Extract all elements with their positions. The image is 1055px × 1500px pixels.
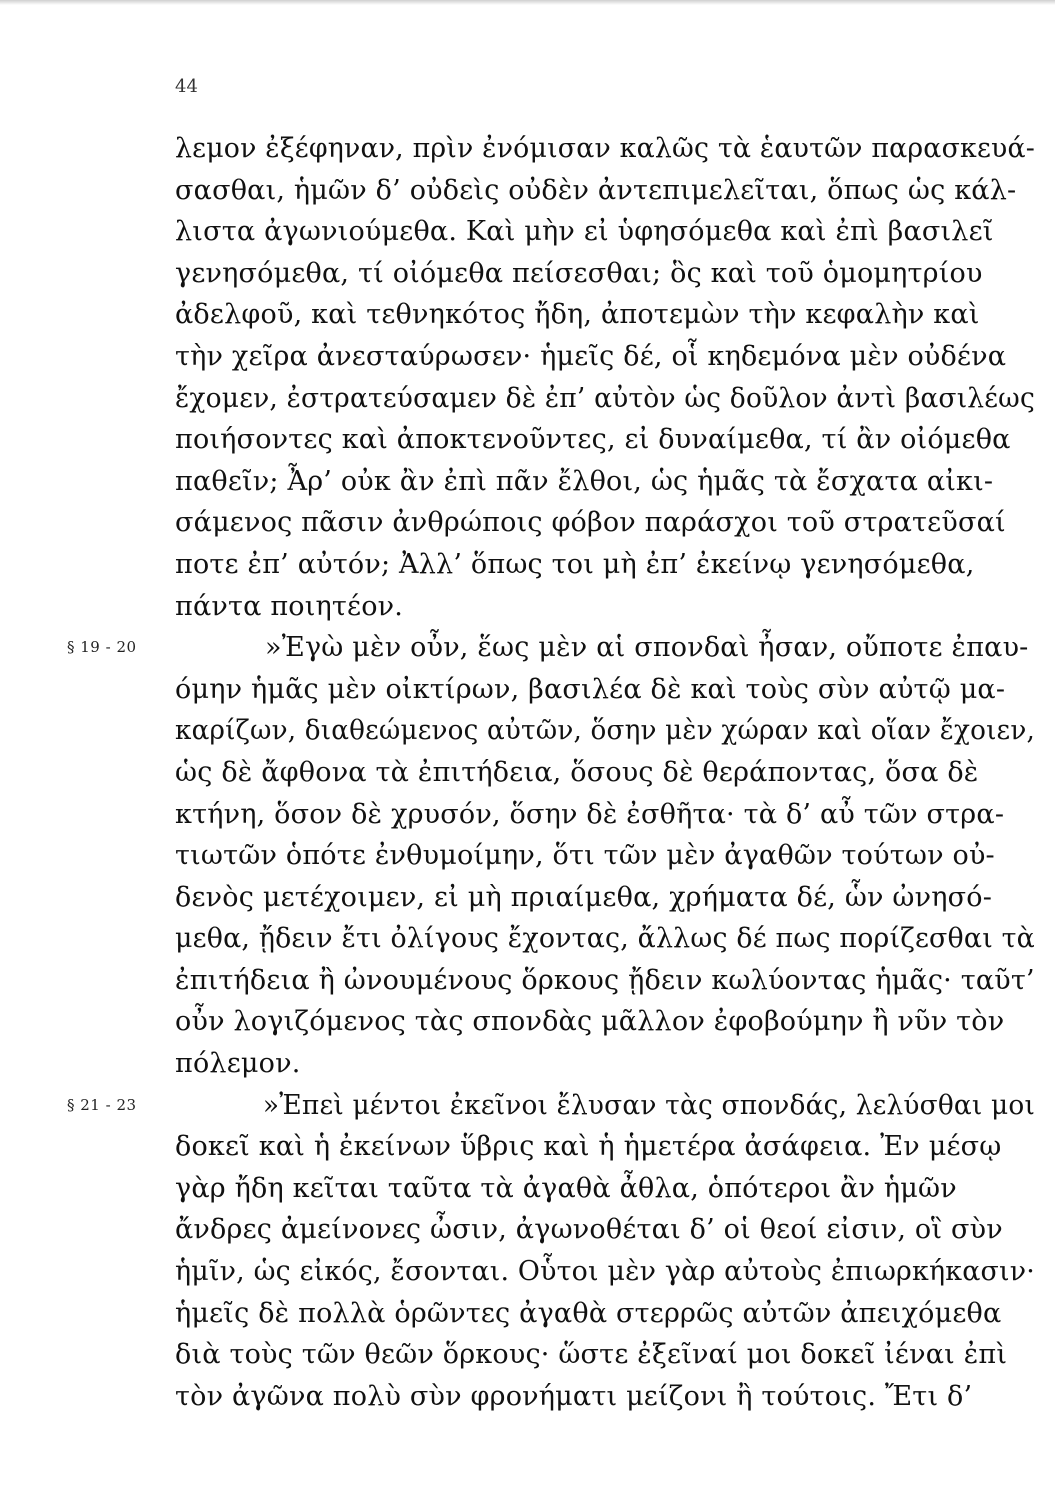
line-text: διὰ τοὺς τῶν θεῶν ὅρκους· ὥστε ἐξεῖναί μοι δοκεῖ ἰέναι ἐπὶ xyxy=(175,1339,1008,1371)
line-text: γενησόμεθα, τί οἰόμεθα πείσεσθαι; ὃς καὶ τοῦ ὁμομητρίου xyxy=(175,257,983,289)
text-line xyxy=(175,1251,1035,1293)
line-text: δενὸς μετέχοιμεν, εἰ μὴ πριαίμεθα, χρήματα δέ, ὧν ὠνησό- xyxy=(175,881,993,913)
line-text: ἔχομεν, ἐστρατεύσαμεν δὲ ἐπ’ αὐτὸν ὡς δοῦλον ἀντὶ βασιλέως xyxy=(175,382,1035,414)
line-text: καρίζων, διαθεώμενος αὐτῶν, ὅσην μὲν χώραν καὶ οἵαν ἔχοιεν, xyxy=(175,715,1035,747)
line-text: ἄνδρες ἀμείνονες ὦσιν, ἀγωνοθέται δ’ οἱ θεοί εἰσιν, οἳ σὺν xyxy=(175,1214,1003,1246)
text-line xyxy=(175,918,1035,960)
body-text xyxy=(67,128,1035,1417)
text-line xyxy=(175,1293,1035,1335)
text-line xyxy=(175,378,1035,420)
section-reference: § 21 - 23 xyxy=(67,1095,137,1114)
text-line xyxy=(175,1209,1035,1251)
text-line xyxy=(175,752,1035,794)
page-top-edge xyxy=(0,0,1055,5)
line-text: πάντα ποιητέον. xyxy=(175,590,404,622)
line-text: σασθαι, ἡμῶν δ’ οὐδεὶς οὐδὲν ἀντεπιμελεῖται, ὅπως ὡς κάλ- xyxy=(175,174,1017,206)
text-line xyxy=(175,960,1035,1002)
line-text: πόλεμον. xyxy=(175,1048,301,1080)
text-line xyxy=(175,170,1035,212)
line-text: λεμον ἐξέφηναν, πρὶν ἐνόμισαν καλῶς τὰ ἑαυτῶν παρασκευά- xyxy=(175,133,1035,164)
text-line xyxy=(175,1043,1035,1085)
line-text: »Ἐπεὶ μέντοι ἐκεῖνοι ἔλυσαν τὰς σπονδάς, λελύσθαι μοι xyxy=(262,1089,1035,1121)
text-line xyxy=(175,419,1035,461)
text-line xyxy=(175,877,1035,919)
text-line xyxy=(67,1085,1035,1127)
text-line xyxy=(67,627,1035,669)
text-line xyxy=(175,586,1035,628)
line-text: γὰρ ἤδη κεῖται ταῦτα τὰ ἀγαθὰ ἆθλα, ὁπότεροι ἂν ἡμῶν xyxy=(175,1172,957,1204)
text-line xyxy=(175,294,1035,336)
text-line xyxy=(175,710,1035,752)
line-text: μεθα, ᾔδειν ἔτι ὀλίγους ἔχοντας, ἄλλως δέ πως πορίζεσθαι τὰ xyxy=(175,923,1035,955)
section-reference: § 19 - 20 xyxy=(67,638,137,657)
line-text: κτήνη, ὅσον δὲ χρυσόν, ὅσην δὲ ἐσθῆτα· τὰ δ’ αὖ τῶν στρα- xyxy=(175,798,1005,830)
text-line xyxy=(175,669,1035,711)
line-text: ἡμῖν, ὡς εἰκός, ἔσονται. Οὗτοι μὲν γὰρ αὐτοὺς ἐπιωρκήκασιν· xyxy=(175,1256,1035,1288)
line-text: ἐπιτήδεια ἢ ὠνουμένους ὅρκους ᾔδειν κωλύοντας ἡμᾶς· ταῦτ’ xyxy=(175,964,1035,996)
text-line xyxy=(175,835,1035,877)
text-line xyxy=(175,1376,1035,1418)
text-line xyxy=(175,1126,1035,1168)
line-text: λιστα ἀγωνιούμεθα. Καὶ μὴν εἰ ὑφησόμεθα καὶ ἐπὶ βασιλεῖ xyxy=(175,216,994,248)
text-line xyxy=(175,502,1035,544)
text-line xyxy=(175,1334,1035,1376)
line-text: τιωτῶν ὁπότε ἐνθυμοίμην, ὅτι τῶν μὲν ἀγαθῶν τούτων οὐ- xyxy=(175,840,995,872)
line-text: οὖν λογιζόμενος τὰς σπονδὰς μᾶλλον ἐφοβούμην ἢ νῦν τὸν xyxy=(175,1006,1005,1038)
line-text: τὴν χεῖρα ἀνεσταύρωσεν· ἡμεῖς δέ, οἷ κηδεμόνα μὲν οὐδένα xyxy=(175,340,1007,372)
line-text: τὸν ἀγῶνα πολὺ σὺν φρονήματι μείζονι ἢ τούτοις. Ἔτι δ’ xyxy=(175,1380,973,1412)
line-text: ποιήσοντες καὶ ἀποκτενοῦντες, εἰ δυναίμεθα, τί ἂν οἰόμεθα xyxy=(175,424,1011,456)
text-line xyxy=(175,544,1035,586)
line-text: »Ἐγὼ μὲν οὖν, ἕως μὲν αἱ σπονδαὶ ἦσαν, οὔποτε ἐπαυ- xyxy=(265,632,1029,664)
line-text: ὡς δὲ ἄφθονα τὰ ἐπιτήδεια, ὅσους δὲ θεράποντας, ὅσα δὲ xyxy=(175,756,979,788)
line-text: σάμενος πᾶσιν ἀνθρώποις φόβον παράσχοι τοῦ στρατεῦσαί xyxy=(175,507,1006,539)
line-text: ἡμεῖς δὲ πολλὰ ὁρῶντες ἀγαθὰ στερρῶς αὐτῶν ἀπειχόμεθα xyxy=(175,1297,1002,1329)
text-line xyxy=(175,1168,1035,1210)
text-line xyxy=(175,336,1035,378)
line-text: ἀδελφοῦ, καὶ τεθνηκότος ἤδη, ἀποτεμὼν τὴν κεφαλὴν καὶ xyxy=(175,299,980,331)
text-line xyxy=(175,461,1035,503)
line-text: ποτε ἐπ’ αὐτόν; Ἀλλ’ ὅπως τοι μὴ ἐπ’ ἐκείνῳ γενησόμεθα, xyxy=(175,548,975,580)
line-text: παθεῖν; Ἆρ’ οὐκ ἂν ἐπὶ πᾶν ἔλθοι, ὡς ἡμᾶς τὰ ἔσχατα αἰκι- xyxy=(175,465,994,497)
text-line xyxy=(175,794,1035,836)
text-line xyxy=(175,128,1035,170)
text-line xyxy=(175,211,1035,253)
text-line xyxy=(175,253,1035,295)
line-text: δοκεῖ καὶ ἡ ἐκείνων ὕβρις καὶ ἡ ἡμετέρα ἀσάφεια. Ἐν μέσῳ xyxy=(175,1131,1002,1163)
page-number: 44 xyxy=(175,76,198,97)
text-line xyxy=(175,1001,1035,1043)
line-text: όμην ἡμᾶς μὲν οἰκτίρων, βασιλέα δὲ καὶ τοὺς σὺν αὐτῷ μα- xyxy=(175,673,1006,705)
